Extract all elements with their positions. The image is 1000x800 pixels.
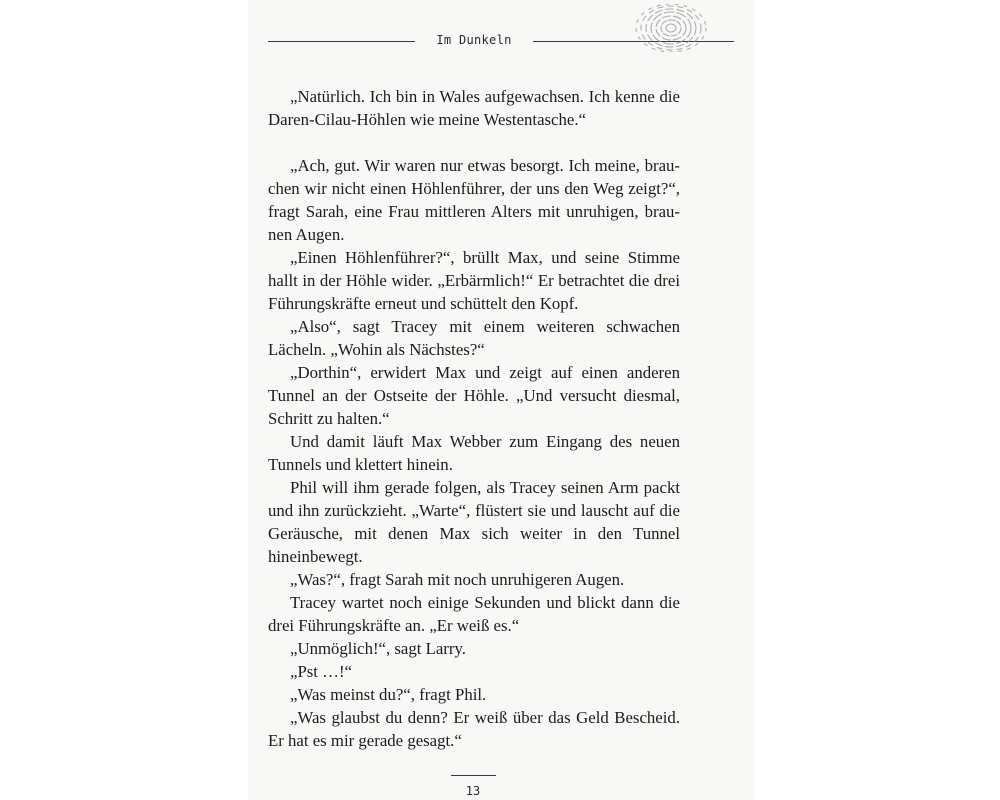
paragraph: „Einen Höhlenführer?“, brüllt Max, und seine Stimme hallt in der Höhle wider. „Erbärmlich!“ Er betrachtet die drei Führungskräfte erneut und schüttelt den Kopf. <box>268 248 680 313</box>
paragraph: „Was?“, fragt Sarah mit noch unruhigeren Augen. <box>290 570 625 589</box>
paragraph: „Also“, sagt Tracey mit einem weiteren schwachen Lächeln. „Wohin als Nächstes?“ <box>268 317 680 359</box>
running-title: Im Dunkeln <box>436 33 512 47</box>
header-rule-left <box>268 41 415 42</box>
paragraph: „Natürlich. Ich bin in Wales aufgewachsen. Ich kenne die Daren-Cilau-Höhlen wie meine Westentasche.“ <box>268 87 680 129</box>
paragraph: „Was glaubst du denn? Er weiß über das Geld Bescheid. Er hat es mir gerade gesagt.“ <box>268 708 680 750</box>
footer-rule <box>451 775 496 776</box>
paragraph: „Unmöglich!“, sagt Larry. <box>290 639 466 658</box>
page-number: 13 <box>465 784 481 798</box>
body-text <box>268 85 680 752</box>
paragraph: Tracey wartet noch einige Sekunden und blickt dann die drei Führungskräfte an. „Er weiß es.“ <box>268 593 680 635</box>
fingerprint-icon <box>628 4 714 52</box>
paragraph: „Dorthin“, erwidert Max und zeigt auf einen anderen Tunnel an der Ostseite der Höhle. „Und versucht diesmal, Schritt zu halten.“ <box>268 363 680 428</box>
paragraph: „Was meinst du?“, fragt Phil. <box>290 685 487 704</box>
paragraph: Und damit läuft Max Webber zum Eingang des neuen Tunnels und klettert hinein. <box>268 432 680 474</box>
paragraph: „Ach, gut. Wir waren nur etwas besorgt. Ich meine, brauchen wir nicht einen Höhlenführer, der uns den Weg zeigt?“, fragt Sarah, eine Frau mittleren Alters mit unruhigen, braunen Augen. <box>268 156 680 244</box>
paragraph: Phil will ihm gerade folgen, als Tracey seinen Arm packt und ihn zurückzieht. „Warte“, flüstert sie und lauscht auf die Geräusche, mit denen Max sich weiter in den Tunnel hineinbewegt. <box>268 478 680 566</box>
paragraph: „Pst …!“ <box>290 662 352 681</box>
